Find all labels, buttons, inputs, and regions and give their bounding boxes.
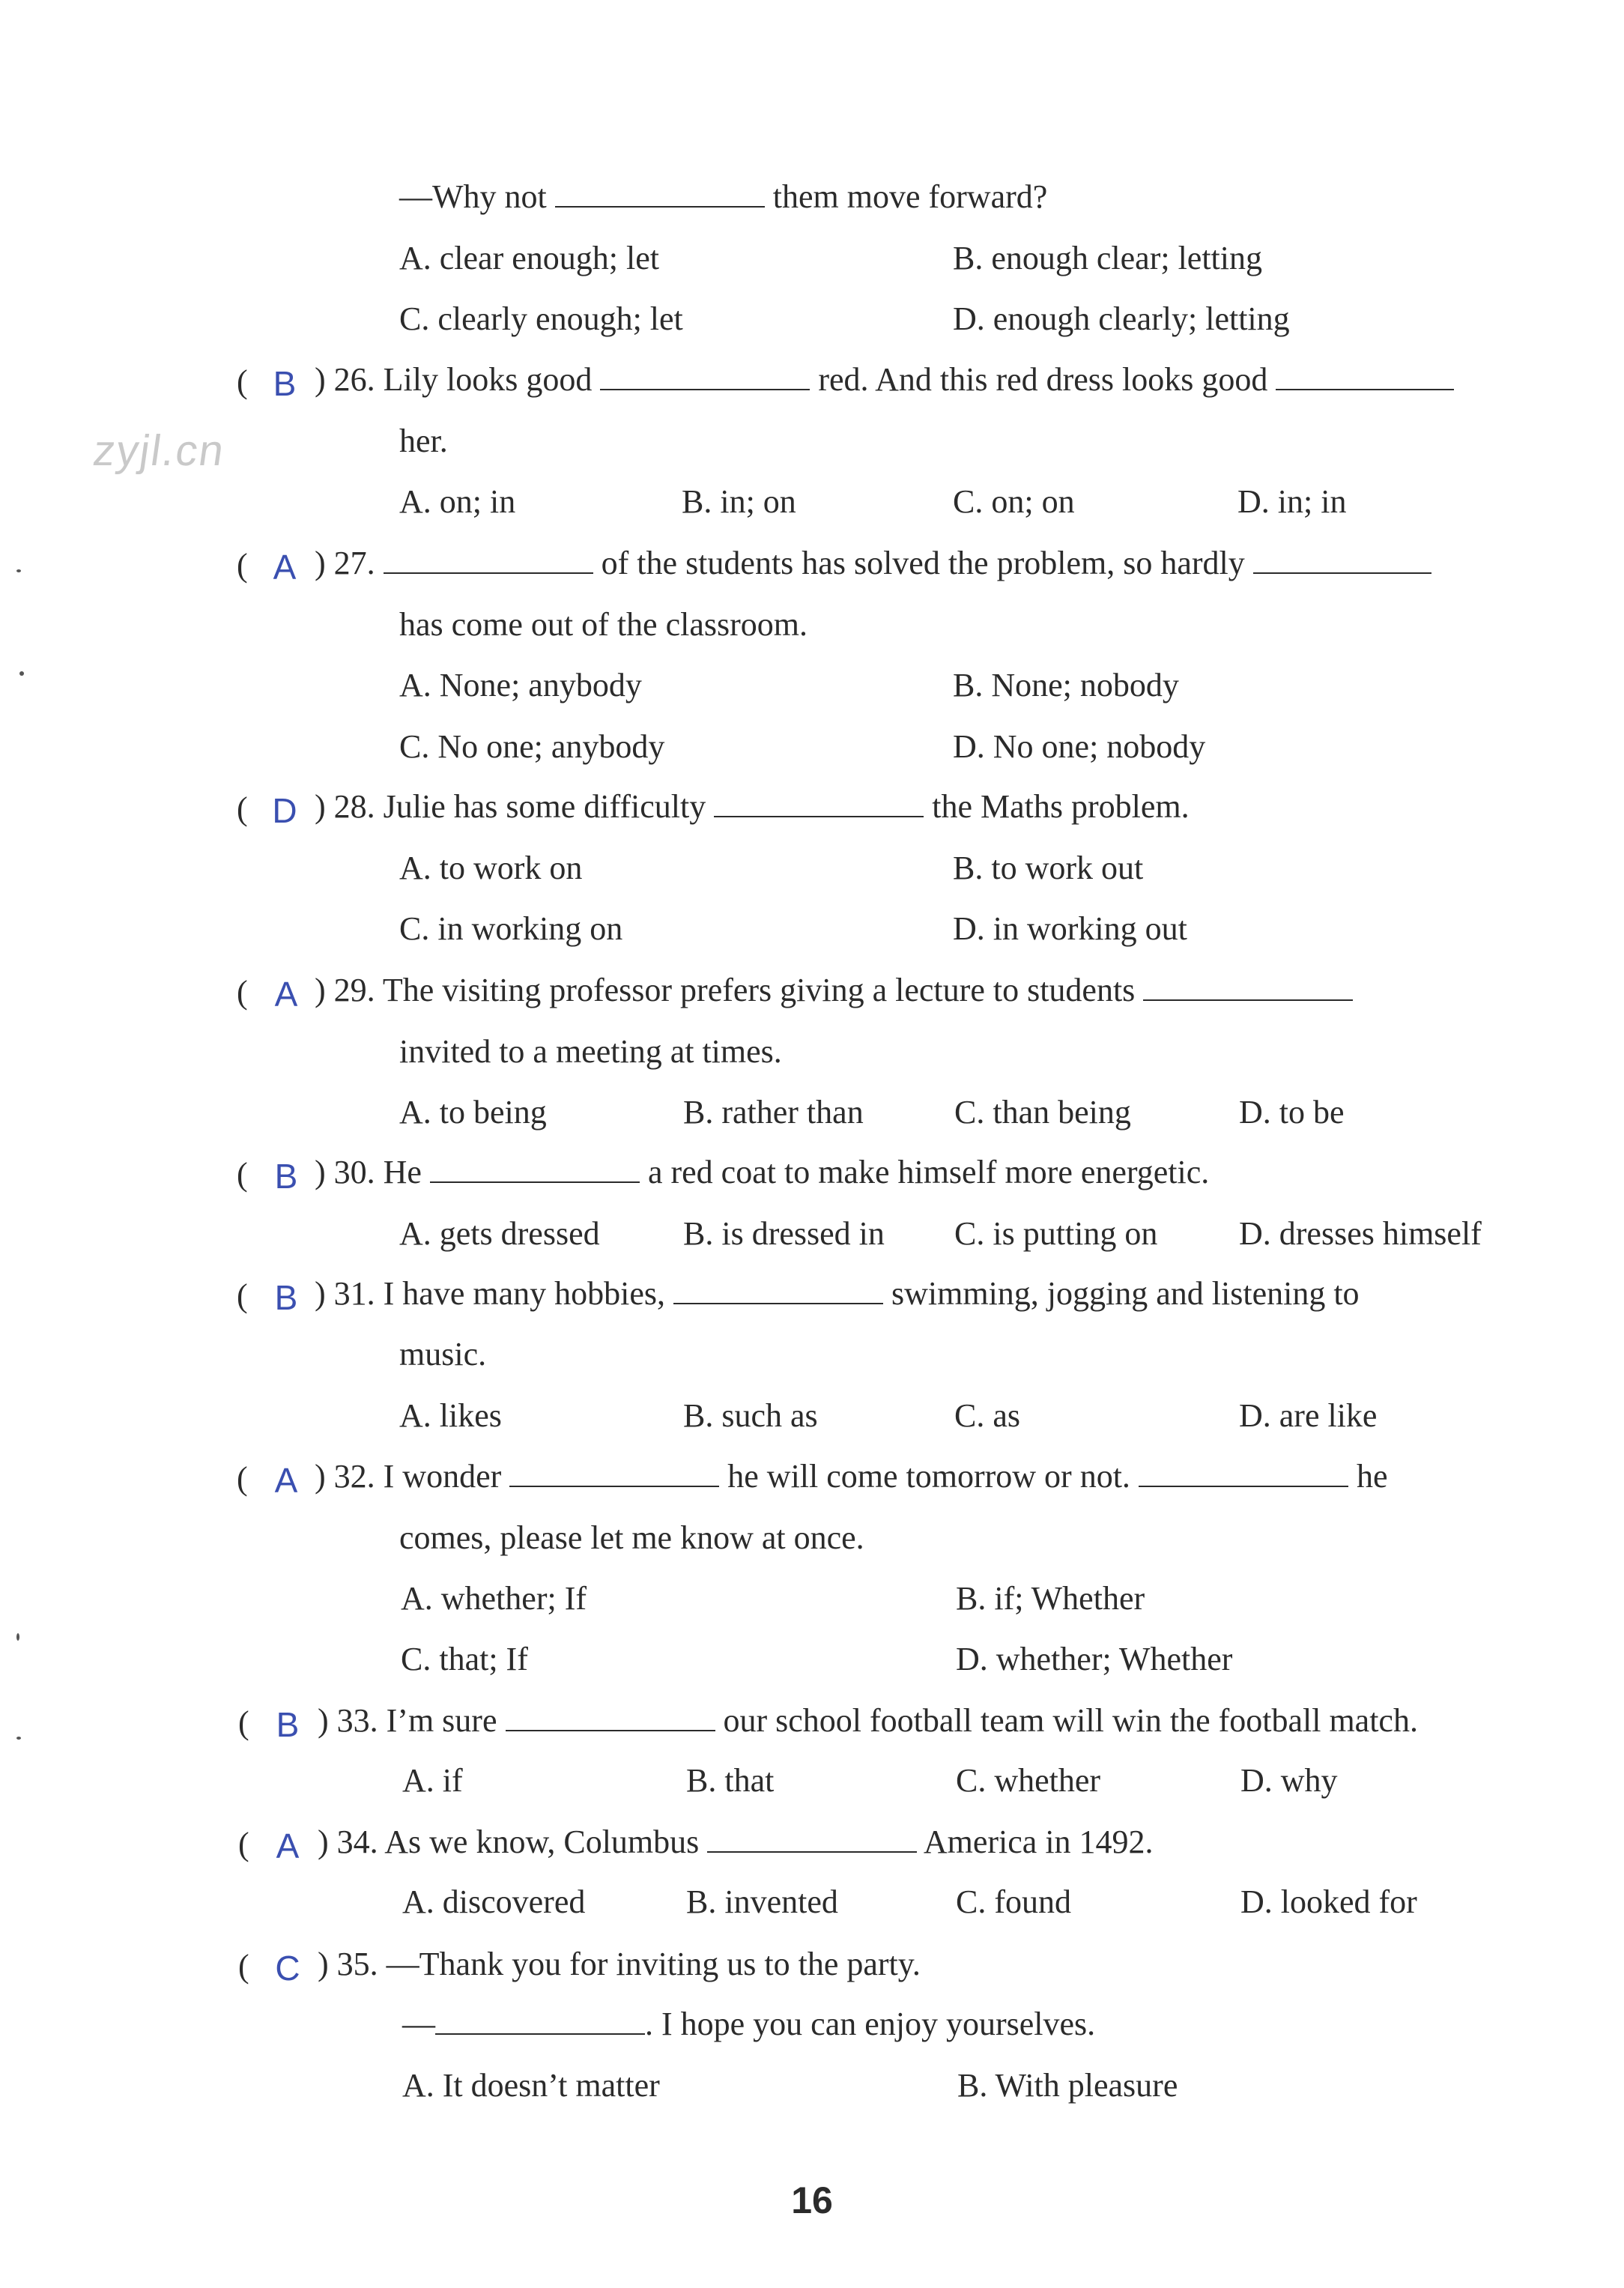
question-number: 29. [333,972,375,1008]
answer-letter: B [276,1705,300,1744]
answer-letter: A [274,1461,298,1500]
option-a: A. likes [399,1397,502,1434]
option-a: A. discovered [402,1883,586,1920]
paren-close: ) [315,1275,326,1312]
option-b: B. to work out [953,850,1144,886]
question-number: 27. [333,545,375,581]
option-a: A. to being [399,1094,547,1131]
answer-blank [1143,972,1353,1001]
answer-paren-open: ( [237,1277,248,1314]
paren-close: ) [318,1946,329,1982]
answer-paren-open: ( [237,363,248,400]
q31-line1: ) 31. I have many hobbies, swimming, jogging and listening to [315,1275,1360,1312]
q35-line2: — . I hope you can enjoy yourselves. [402,2006,1096,2042]
option-b: B. invented [686,1883,838,1920]
answer-blank [1139,1459,1348,1487]
option-a: A. It doesn’t matter [402,2067,660,2104]
paren-close: ) [315,361,326,398]
option-d: D. whether; Whether [956,1641,1233,1677]
answer-blank [506,1703,715,1731]
q26-line2: her. [399,423,448,459]
answer-blank [555,179,765,208]
option-d: D. looked for [1240,1883,1417,1920]
option-b: B. such as [683,1397,818,1434]
option-c: C. is putting on [954,1215,1158,1252]
q27-line1: ) 27. of the students has solved the problem, so hardly [315,542,1431,584]
option-c: C. on; on [953,483,1075,520]
question-number: 31. [333,1275,375,1312]
q26-line1: ) 26. Lily looks good red. And this red dress looks good [315,359,1454,401]
option-a: A. None; anybody [399,667,642,703]
answer-blank [714,789,924,817]
q29-line2: invited to a meeting at times. [399,1033,782,1070]
option-c: C. as [954,1397,1020,1434]
answer-blank [1253,545,1431,574]
option-b: B. is dressed in [683,1215,885,1252]
answer-letter: A [274,975,298,1014]
option-d: D. No one; nobody [953,728,1206,765]
paren-close: ) [315,972,326,1008]
q32-line2: comes, please let me know at once. [399,1519,864,1556]
option-b: B. if; Whether [956,1580,1145,1617]
option-d: D. in working out [953,910,1187,947]
answer-letter: B [274,1157,298,1196]
answer-blank [509,1459,719,1487]
paren-close: ) [315,1154,326,1190]
question-number: 34. [336,1824,378,1860]
q25-line [399,176,1047,218]
q35-line1: ) 35. —Thank you for inviting us to the party. [318,1946,921,1982]
q29-line1: ) 29. The visiting professor prefers giving a lecture to students [315,969,1353,1011]
q27-line2: has come out of the classroom. [399,606,808,643]
q31-line2: music. [399,1336,487,1373]
option-c: C. in working on [399,910,623,947]
scan-speck [16,1633,19,1641]
option-c: C. than being [954,1094,1131,1131]
answer-blank [384,545,593,574]
answer-paren-open: ( [237,1156,248,1193]
option-d: D. are like [1239,1397,1378,1434]
option-a: A. whether; If [401,1580,587,1617]
option-d: D. dresses himself [1239,1215,1482,1252]
answer-letter: A [276,1827,300,1865]
option-b: B. in; on [682,483,796,520]
paren-close: ) [318,1702,329,1739]
scan-speck [19,671,24,676]
q28-line1: ) 28. Julie has some difficulty the Maths problem. [315,788,1190,825]
answer-paren-open: ( [237,547,248,584]
option-a: A. if [402,1762,463,1799]
answer-letter: D [272,791,297,830]
option-b: B. that [686,1762,775,1799]
paren-close: ) [315,788,326,825]
option-d: D. to be [1239,1094,1345,1131]
answer-paren-open: ( [237,974,248,1011]
option-b: B. enough clear; letting [953,240,1262,276]
question-number: 35. [336,1946,378,1982]
answer-letter: B [273,364,297,403]
answer-letter: B [274,1278,298,1317]
answer-letter: C [275,1949,300,1988]
paren-close: ) [315,1458,326,1495]
q25-text: them move forward? [764,178,1048,215]
option-b: B. With pleasure [957,2067,1178,2104]
option-a: A. to work on [399,850,583,886]
answer-blank [435,2006,645,2035]
page-number: 16 [791,2179,833,2221]
question-number: 26. [333,361,375,398]
watermark: zyjl.cn [90,426,228,475]
option-c: C. clearly enough; let [399,300,683,337]
answer-blank [430,1154,640,1183]
option-c: C. that; If [401,1641,528,1677]
option-d: D. enough clearly; letting [953,300,1290,337]
q25-text: —Why not [399,178,555,215]
option-b: B. rather than [683,1094,864,1131]
q33-line1: ) 33. I’m sure our school football team will win the football match. [318,1702,1418,1739]
option-a: A. gets dressed [399,1215,600,1252]
option-b: B. None; nobody [953,667,1179,703]
option-a: A. on; in [399,483,516,520]
question-number: 33. [336,1702,378,1739]
answer-blank [673,1276,883,1304]
question-number: 32. [333,1458,375,1495]
option-d: D. why [1240,1762,1338,1799]
answer-letter: A [273,548,297,587]
answer-paren-open: ( [237,1460,248,1497]
scan-speck [16,569,21,572]
option-c: C. found [956,1883,1071,1920]
scan-speck [16,1737,21,1740]
option-c: C. whether [956,1762,1101,1799]
question-number: 28. [333,788,375,825]
option-c: C. No one; anybody [399,728,665,765]
answer-paren-open: ( [238,1948,249,1985]
option-d: D. in; in [1237,483,1347,520]
q34-line1: ) 34. As we know, Columbus America in 1492. [318,1824,1154,1860]
paren-close: ) [315,545,326,581]
answer-paren-open: ( [238,1826,249,1862]
answer-paren-open: ( [238,1704,249,1741]
paren-close: ) [318,1824,329,1860]
option-a: A. clear enough; let [399,240,659,276]
q32-line1: ) 32. I wonder he will come tomorrow or not. he [315,1458,1388,1495]
answer-blank [1276,362,1454,390]
answer-blank [707,1824,917,1853]
question-number: 30. [333,1154,375,1190]
answer-paren-open: ( [237,790,248,827]
answer-blank [600,362,810,390]
q30-line1: ) 30. He a red coat to make himself more energetic. [315,1154,1210,1190]
